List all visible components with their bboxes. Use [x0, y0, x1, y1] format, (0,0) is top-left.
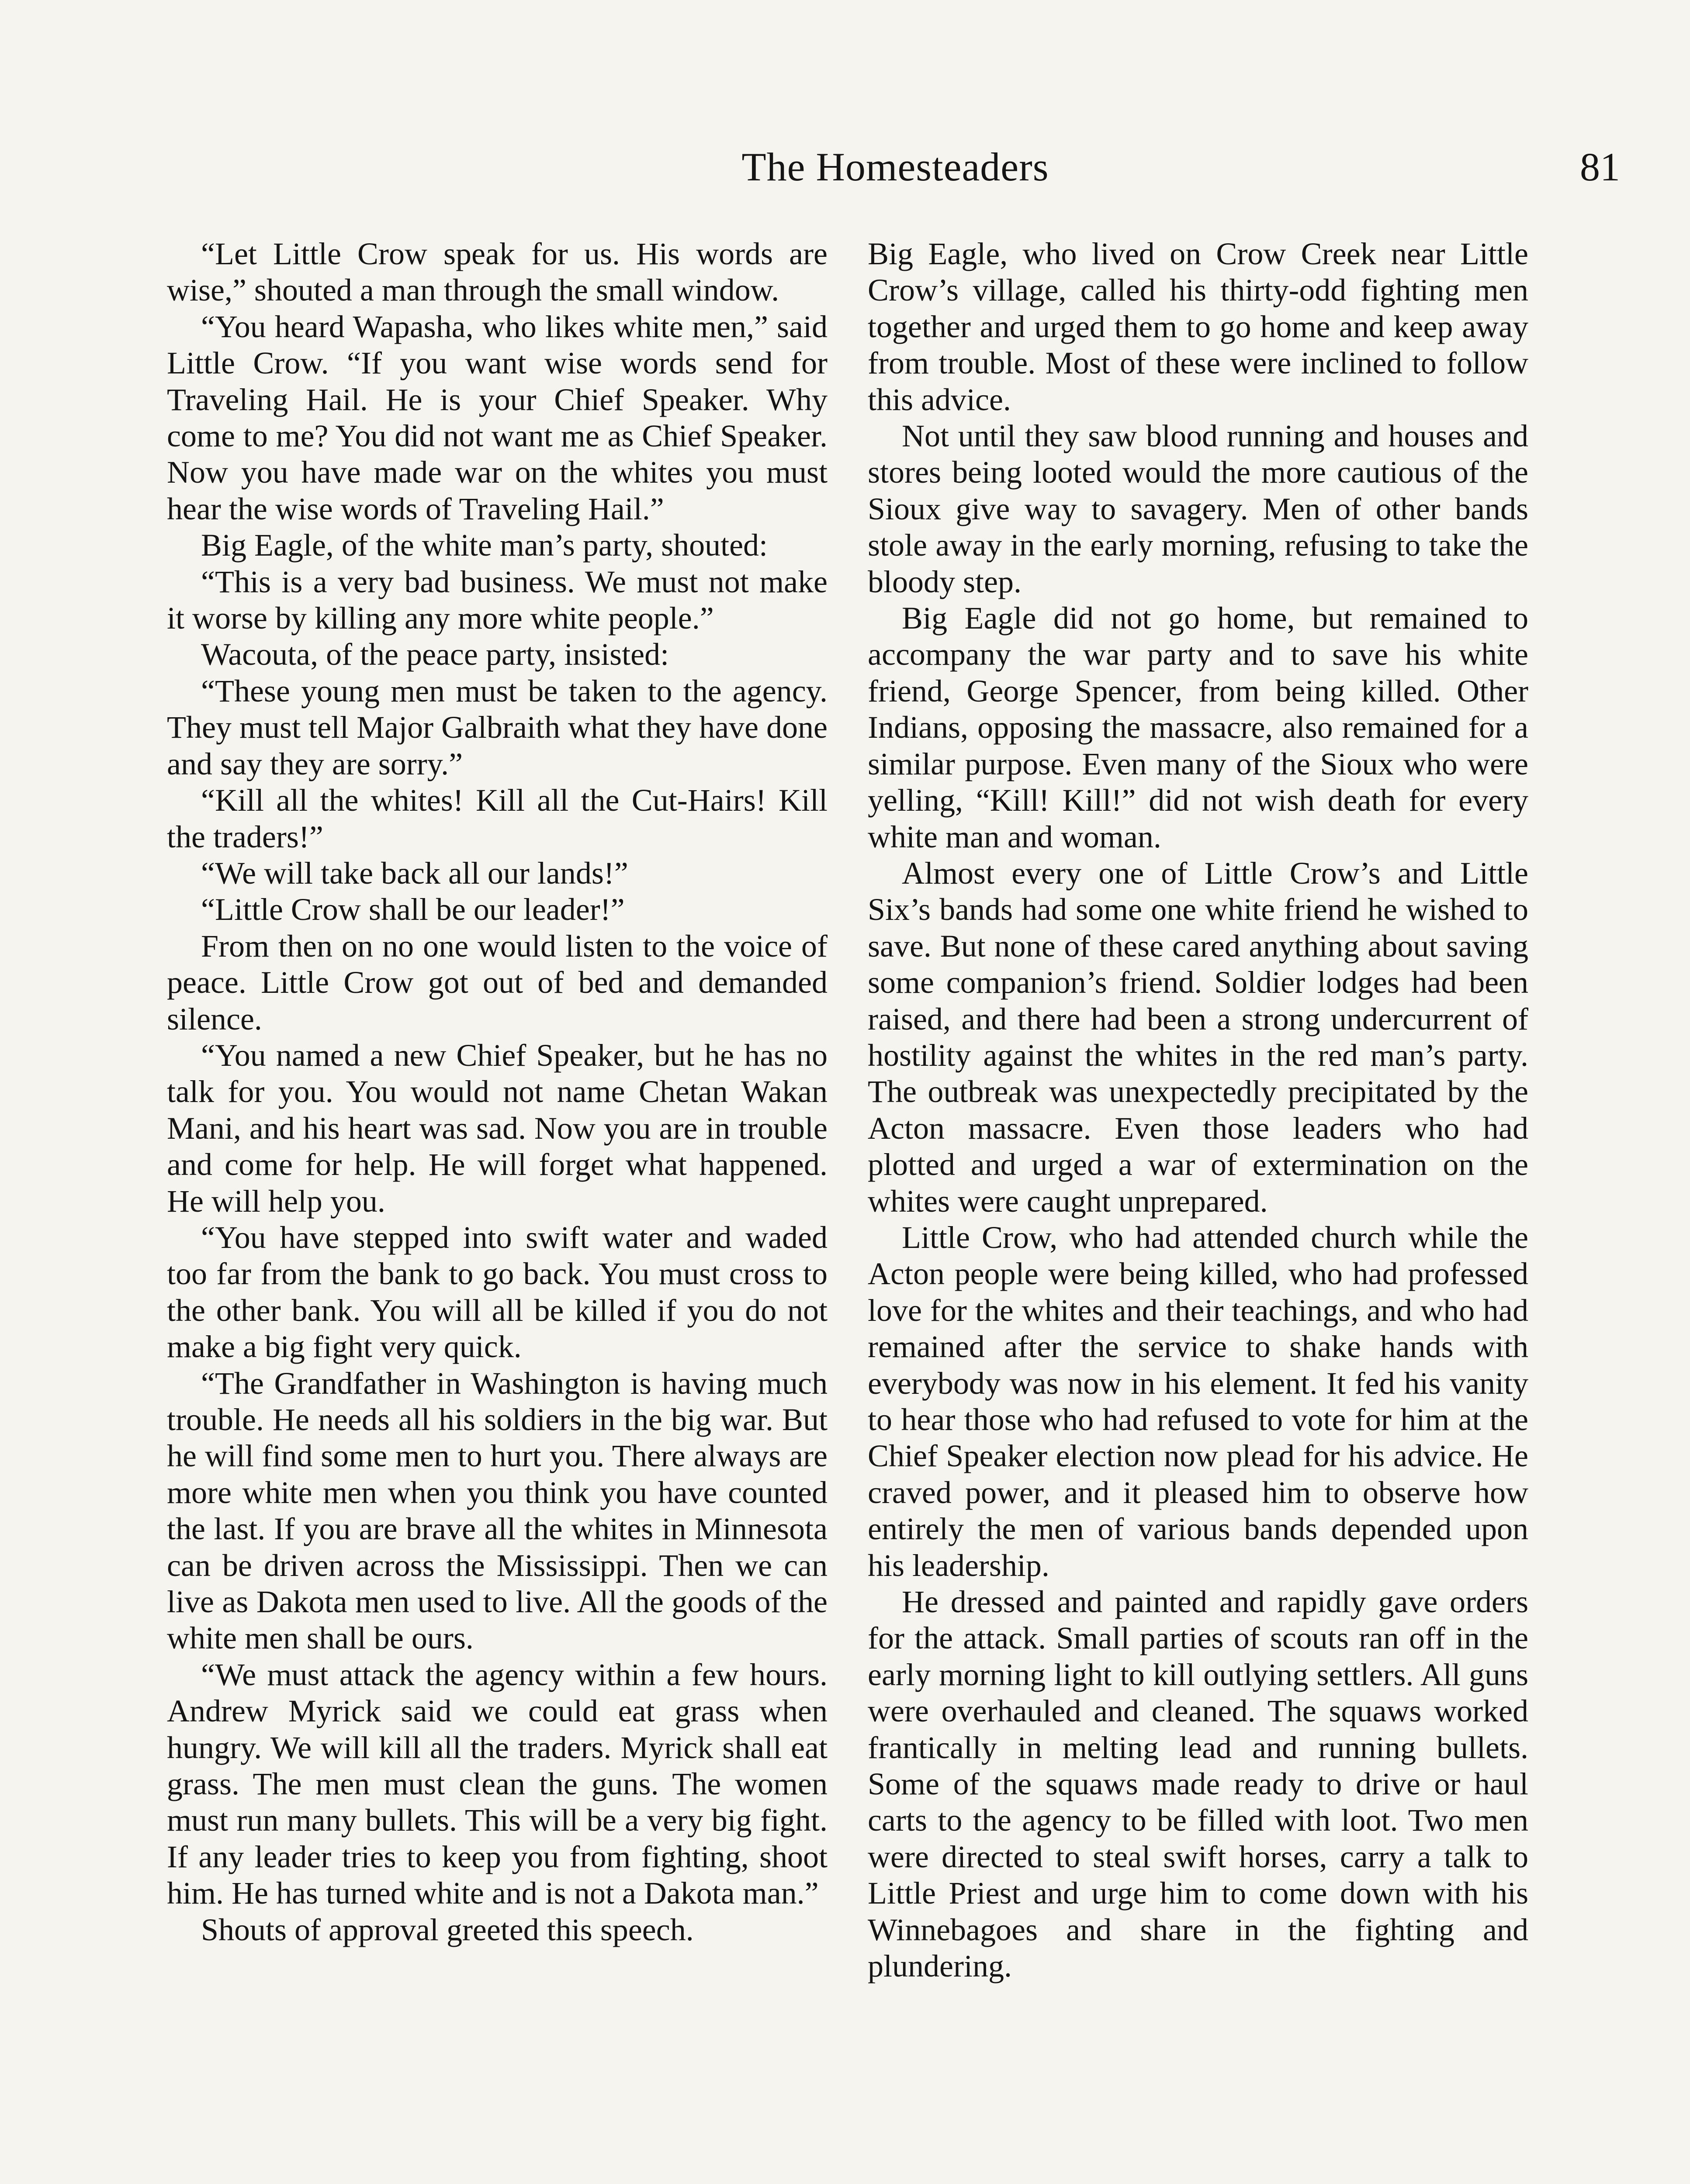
paragraph: “Let Little Crow speak for us. His words are wise,” shouted a man through the small window. [167, 236, 828, 308]
paragraph: Wacouta, of the peace party, insisted: [201, 637, 669, 672]
paragraph-continued: Big Eagle, who lived on Crow Creek near Little Crow’s village, called his thirty-odd fighting men together and urged them to go home and keep away from trouble. Most of these were inclined to follow this advice. [868, 236, 1528, 417]
paragraph: Not until they saw blood running and houses and stores being looted would the more cautious of the Sioux give way to savagery. Men of other bands stole away in the early morning, refusing to take the bloody step. [868, 418, 1528, 599]
paragraph: He dressed and painted and rapidly gave orders for the attack. Small parties of scouts ran off in the early morning light to kill outlying settlers. All guns were overhauled and cleaned. The squaws worked frantically in melting lead and running bullets. Some of the squaws made ready to drive or haul carts to the agency to be filled with loot. Two men were directed to steal swift horses, carry a talk to Little Priest and urge him to come down with his Winnebagoes and share in the fighting and plundering. [868, 1584, 1528, 1984]
paragraph: “You named a new Chief Speaker, but he has no talk for you. You would not name Chetan Wakan Mani, and his heart was sad. Now you are in trouble and come for help. He will forget what happened. He will help you. [167, 1037, 828, 1219]
paragraph: “This is a very bad business. We must not make it worse by killing any more white people.” [167, 564, 828, 636]
left-column [167, 236, 828, 1948]
paragraph: “These young men must be taken to the agency. They must tell Major Galbraith what they have done and say they are sorry.” [167, 673, 828, 781]
paragraph: From then on no one would listen to the voice of peace. Little Crow got out of bed and demanded silence. [167, 928, 828, 1037]
paragraph: “Little Crow shall be our leader!” [201, 892, 625, 927]
paragraph: Shouts of approval greeted this speech. [201, 1912, 694, 1947]
paragraph: “We must attack the agency within a few hours. Andrew Myrick said we could eat grass when hungry. We will kill all the traders. Myrick shall eat grass. The men must clean the guns. The women must run many bullets. This will be a very big fight. If any leader tries to keep you from fighting, shoot him. He has turned white and is not a Dakota man.” [167, 1657, 828, 1911]
paragraph: “You have stepped into swift water and waded too far from the bank to go back. You must cross to the other bank. You will all be killed if you do not make a big fight very quick. [167, 1220, 828, 1365]
paragraph: Big Eagle, of the white man’s party, shouted: [201, 528, 768, 563]
paragraph: “You heard Wapasha, who likes white men,” said Little Crow. “If you want wise words send for Traveling Hail. He is your Chief Speaker. Why come to me? You did not want me as Chief Speaker. Now you have made war on the whites you must hear the wise words of Traveling Hail.” [167, 309, 828, 526]
paragraph: “We will take back all our lands!” [201, 855, 628, 891]
page-header [170, 141, 1620, 193]
paragraph: Little Crow, who had attended church while the Acton people were being killed, who had professed love for the whites and their teachings, and who had remained after the service to shake hands with everybody was now in his element. It fed his vanity to hear those who had refused to vote for him at the Chief Speaker election now plead for his advice. He craved power, and it pleased him to observe how entirely the men of various bands depended upon his leadership. [868, 1220, 1528, 1583]
paragraph: “The Grandfather in Washington is having much trouble. He needs all his soldiers in the big war. But he will find some men to hurt you. There always are more white men when you think you have counted the last. If you are brave all the whites in Minnesota can be driven across the Mississippi. Then we can live as Dakota men used to live. All the goods of the white men shall be ours. [167, 1365, 828, 1656]
paragraph: “Kill all the whites! Kill all the Cut-Hairs! Kill the traders!” [167, 783, 828, 854]
paragraph: Big Eagle did not go home, but remained to accompany the war party and to save his white friend, George Spencer, from being killed. Other Indians, opposing the massacre, also remained for a similar purpose. Even many of the Sioux who were yelling, “Kill! Kill!” did not wish death for every white man and woman. [868, 601, 1528, 854]
paragraph: Almost every one of Little Crow’s and Little Six’s bands had some one white friend he wished to save. But none of these cared anything about saving some companion’s friend. Soldier lodges had been raised, and there had been a strong undercurrent of hostility against the whites in the red man’s party. The outbreak was unexpectedly precipitated by the Acton massacre. Even those leaders who had plotted and urged a war of extermination on the whites were caught unprepared. [868, 855, 1528, 1219]
right-column [868, 236, 1528, 1985]
running-head: The Homesteaders [741, 145, 1049, 189]
page-number: 81 [1580, 145, 1620, 189]
